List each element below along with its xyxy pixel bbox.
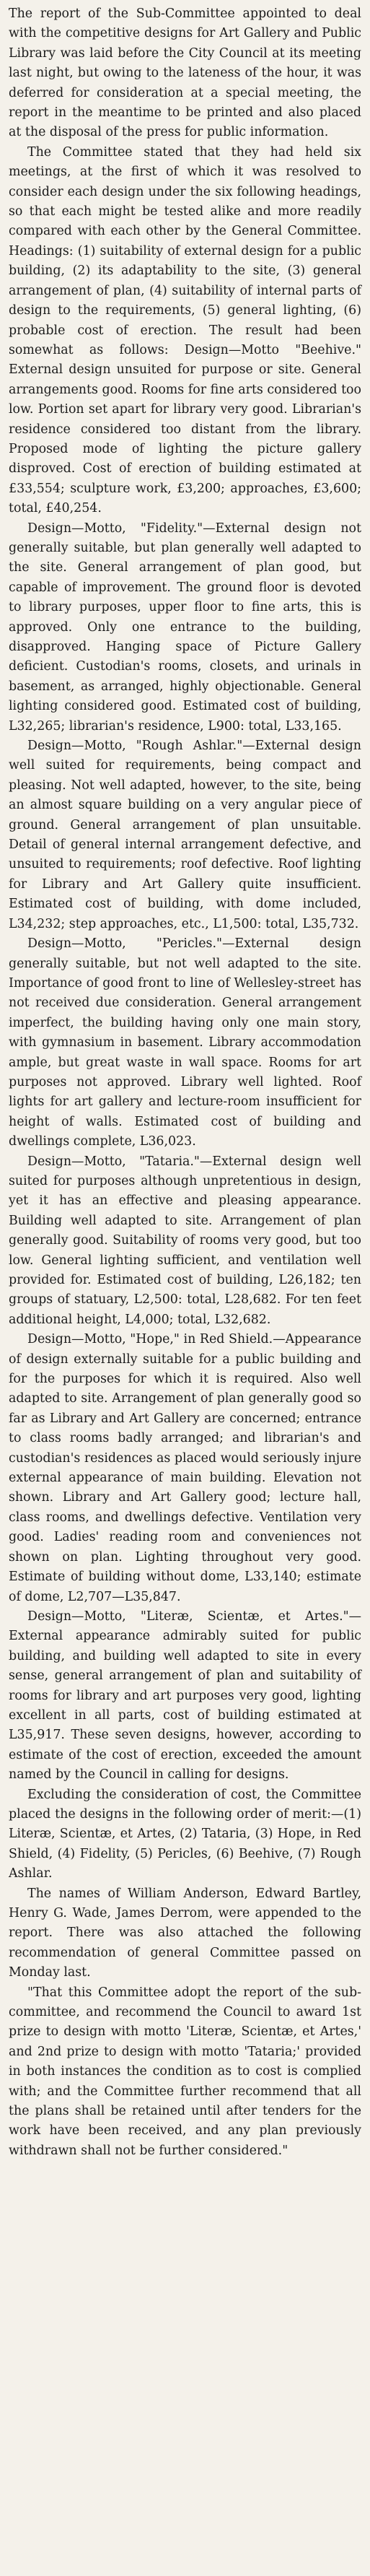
paragraph-design-rough-ashlar: Design—Motto, "Rough Ashlar."—External design well suited for requirements, being compact and pleasing. Not well adapted, however, to the site, being an almost square building on a very angular piece of ground. General arrangement of plan unsuitable. Detail of general internal arrangement defective, and unsuited to requirements; roof defective. Roof lighting for Library and Art Gallery quite insufficient. Estimated cost of building, with dome included, L34,232; step approaches, etc., L1,500: total, L35,732. (9, 739, 361, 931)
paragraph-design-tataria: Design—Motto, "Tataria."—External design well suited for purposes although unpretentious in design, yet it has an effective and pleasing appearance. Building well adapted to site. Arrangement of plan generally good. Suitability of rooms very good, but too low. General lighting sufficient, and ventilation well provided for. Estimated cost of building, L26,182; ten groups of statuary, L2,500: total, L28,682. For ten feet additional height, L4,000; total, L32,682. (9, 1154, 361, 1327)
paragraph-intro: The report of the Sub-Committee appointed to deal with the competitive designs for Art Gallery and Public Library was laid before the City Council at its meeting last night, but owing to the lateness of the hour, it was deferred for consideration at a special meeting, the report in the meantime to be printed and also placed at the disposal of the press for public information. (9, 6, 361, 140)
paragraph-signatories: The names of William Anderson, Edward Bartley, Henry G. Wade, James Derrom, were appended to the report. There was also attached the following recommendation of general Committee passed on Monday last. (9, 1886, 361, 1980)
paragraph-design-fidelity: Design—Motto, "Fidelity."—External design not generally suitable, but plan generally well adapted to the site. General arrangement of plan good, but capable of improvement. The ground floor is devoted to library purposes, upper floor to fine arts, this is approved. Only one entrance to the building, disapproved. Hanging space of Picture Gallery deficient. Custodian's rooms, closets, and urinals in basement, as arranged, highly objectionable. General lighting considered good. Estimated cost of building, L32,265; librarian's residence, L900: total, L33,165. (9, 521, 361, 734)
paragraph-design-literae: Design—Motto, "Literæ, Scientæ, et Artes."—External appearance admirably suited for public building, and building well adapted to site in every sense, general arrangement of plan and suitability of rooms for library and art purposes very good, lighting excellent in all parts, cost of building estimated at L35,917. These seven designs, however, according to estimate of the cost of erection, exceeded the amount named by the Council in calling for designs. (9, 1609, 361, 1783)
paragraph-order-of-merit: Excluding the consideration of cost, the Committee placed the designs in the following order of merit:—(1) Literæ, Scientæ, et Artes, (2) Tataria, (3) Hope, in Red Shield, (4) Fidelity, (5) Pericles, (6) Beehive, (7) Rough Ashlar. (9, 1787, 361, 1881)
paragraph-headings-beehive: The Committee stated that they had held six meetings, at the first of which it was resolved to consider each design under the six following headings, so that each might be tested alike and more readily compared with each other by the General Committee. Headings: (1) suitability of external design for a public building, (2) its adaptability to the site, (3) general arrangement of plan, (4) suitability of internal parts of design to the requirements, (5) general lighting, (6) probable cost of erection. The result had been somewhat as follows: Design—Motto "Beehive." External design unsuited for purpose or site. General arrangements good. Rooms for fine arts considered too low. Portion set apart for library very good. Librarian's residence considered too distant from the library. Proposed mode of lighting the picture gallery disproved. Cost of erection of building estimated at £33,554; sculpture work, £3,200; approaches, £3,600; total, £40,254. (9, 144, 361, 516)
paragraph-recommendation-quote: "That this Committee adopt the report of the sub-committee, and recommend the Council to award 1st prize to design with motto 'Literæ, Scientæ, et Artes,' and 2nd prize to design with motto 'Tataria;' provided in both instances the condition as to cost is complied with; and the Committee further recommend that all the plans shall be retained until after tenders for the work have been received, and any plan previously withdrawn shall not be further considered." (9, 1985, 361, 2158)
paragraph-design-hope: Design—Motto, "Hope," in Red Shield.—Appearance of design externally suitable for a public building and for the purposes for which it is required. Also well adapted to site. Arrangement of plan generally good so far as Library and Art Gallery are concerned; entrance to class rooms badly arranged; and librarian's and custodian's residences as placed would seriously injure external appearance of main building. Elevation not shown. Library and Art Gallery good; lecture hall, class rooms, and dwellings defective. Ventilation very good. Ladies' reading room and conveniences not shown on plan. Lighting throughout very good. Estimate of building without dome, L33,140; estimate of dome, L2,707—L35,847. (9, 1332, 361, 1604)
paragraph-design-pericles: Design—Motto, "Pericles."—External design generally suitable, but not well adapted to the site. Importance of good front to line of Wellesley-street has not received due consideration. General arrangement imperfect, the building having only one main story, with gymnasium in basement. Library accommodation ample, but great waste in wall space. Rooms for art purposes not approved. Library well lighted. Roof lights for art gallery and lecture-room insufficient for height of walls. Estimated cost of building and dwellings complete, L36,023. (9, 936, 361, 1149)
